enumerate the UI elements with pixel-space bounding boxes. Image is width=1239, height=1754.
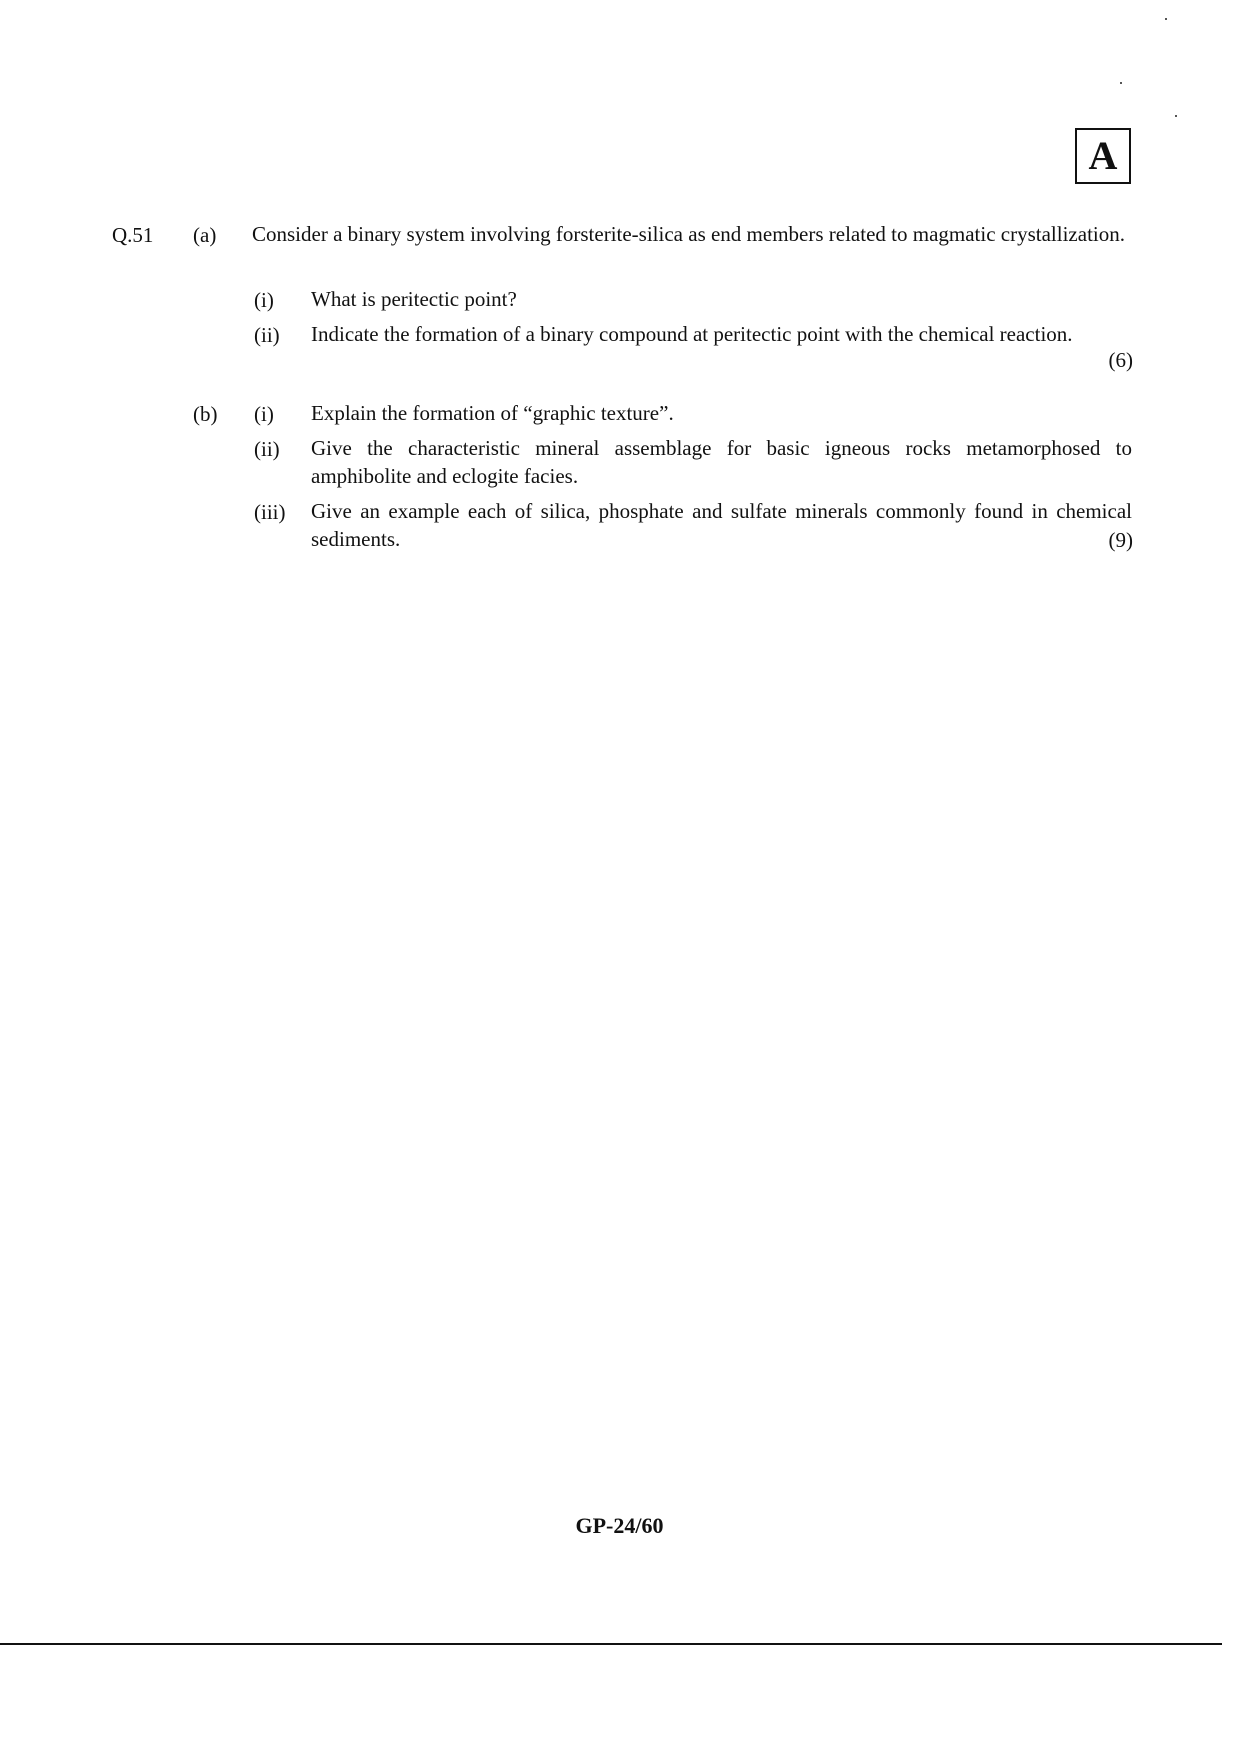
paper-code: A [1088, 133, 1118, 178]
question-number: Q.51 [112, 223, 154, 247]
item-label: (i) [254, 402, 274, 426]
part-stem: Consider a binary system involving forsterite-silica as end members related to magmatic crystallization. [252, 222, 1125, 246]
item-text: Indicate the formation of a binary compound at peritectic point with the chemical reaction. [311, 322, 1073, 346]
item-text: Explain the formation of “graphic texture”. [311, 401, 674, 425]
paper-code-box [1075, 128, 1131, 184]
item-label: (ii) [254, 323, 280, 347]
scan-speck [1175, 115, 1177, 117]
item-text: Give the characteristic mineral assemblage for basic igneous rocks metamorphosed to amphibolite and eclogite facies. [311, 436, 1132, 488]
item-label: (i) [254, 288, 274, 312]
part-label: (a) [193, 223, 217, 247]
item-text: Give an example each of silica, phosphate and sulfate minerals commonly found in chemical sediments. [311, 499, 1132, 551]
item-label: (ii) [254, 437, 280, 461]
item-label: (iii) [254, 500, 286, 524]
bottom-rule [0, 1643, 1222, 1645]
marks: (6) [1108, 348, 1133, 372]
item-text: What is peritectic point? [311, 287, 517, 311]
scan-speck [1165, 18, 1167, 20]
scan-speck [1120, 82, 1122, 84]
part-label: (b) [193, 402, 218, 426]
page-footer: GP-24/60 [575, 1513, 664, 1538]
marks: (9) [1108, 528, 1133, 552]
